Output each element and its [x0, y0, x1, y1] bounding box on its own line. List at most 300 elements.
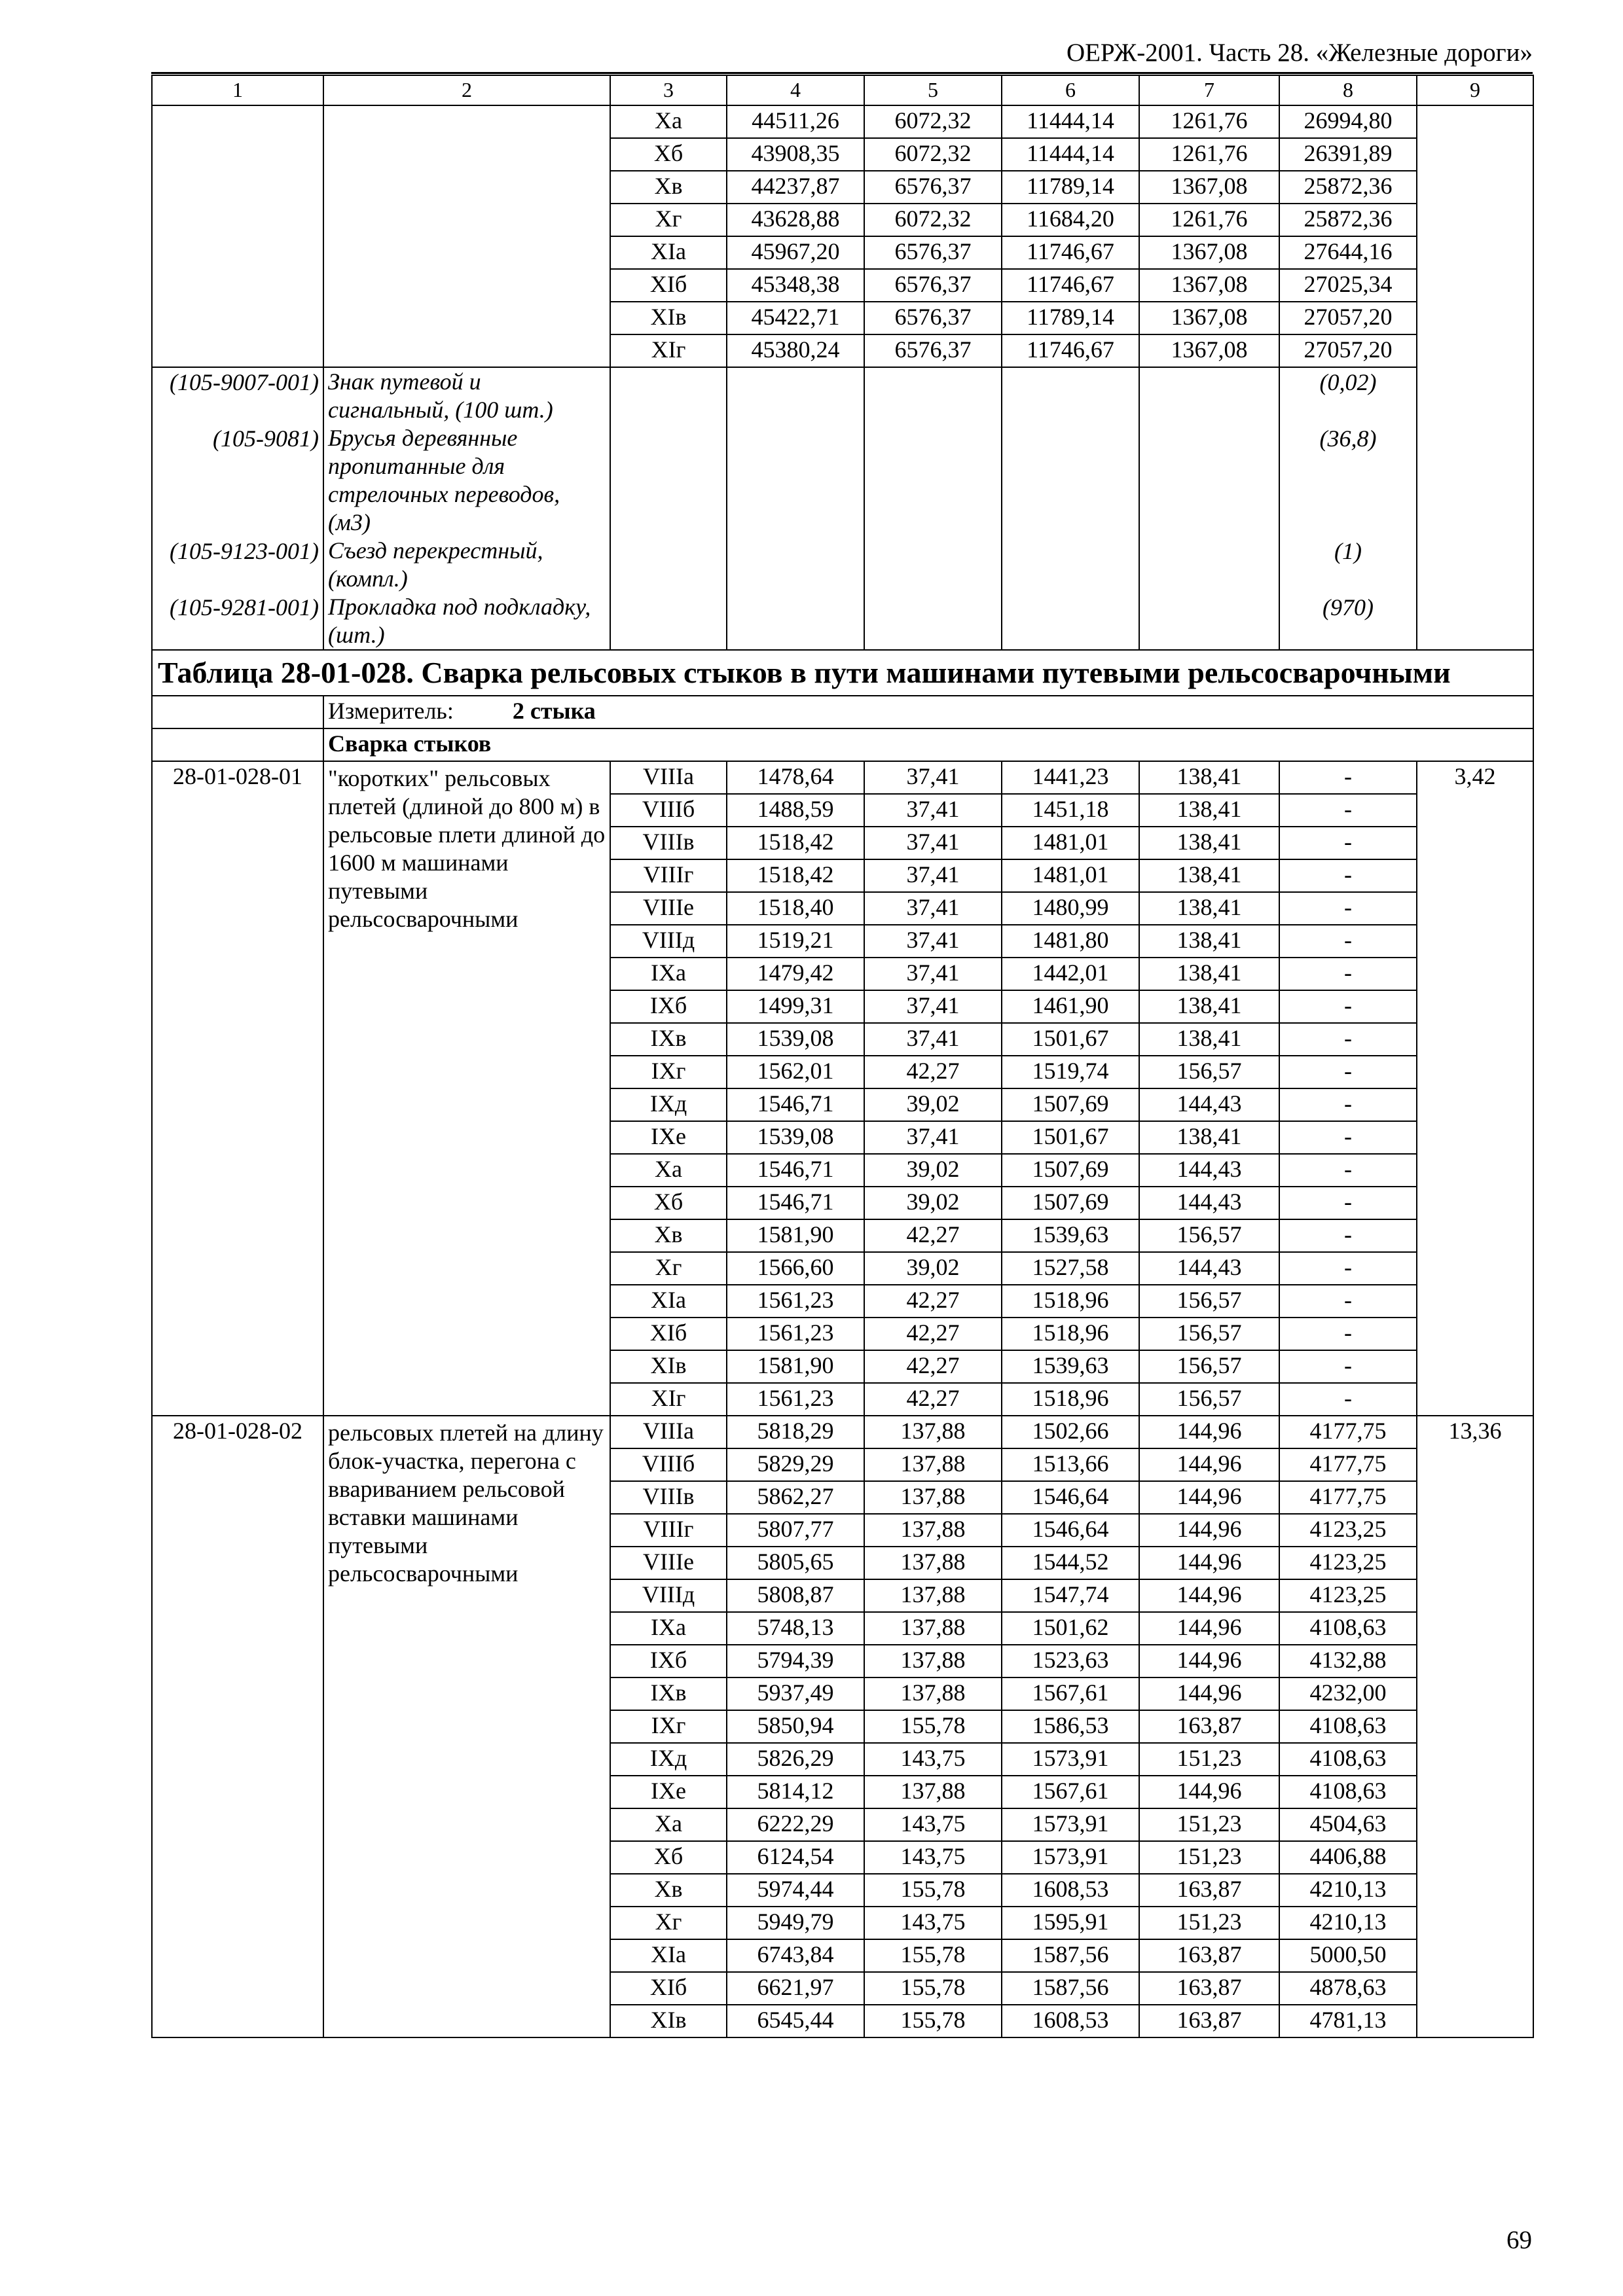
value-cell: 151,23 [1139, 1841, 1279, 1874]
value-cell: 42,27 [864, 1350, 1002, 1383]
value-cell: 1566,60 [727, 1252, 864, 1285]
value-cell: 144,43 [1139, 1088, 1279, 1121]
column-number: 4 [727, 75, 864, 105]
value-cell: 155,78 [864, 1710, 1002, 1743]
value-cell: 6576,37 [864, 171, 1002, 204]
value-cell: 1546,64 [1002, 1514, 1139, 1547]
table-title: Таблица 28-01-028. Сварка рельсовых стыков в пути машинами путевыми рельсосварочными [152, 650, 1533, 696]
column-number: 9 [1417, 75, 1533, 105]
value-cell: 1507,69 [1002, 1187, 1139, 1219]
empty-code-cell [152, 105, 323, 367]
page-number: 69 [1506, 2226, 1532, 2254]
resource-code: (105-9081) [152, 424, 323, 537]
table-row [152, 761, 1533, 794]
value-cell: 37,41 [864, 925, 1002, 958]
value-cell: 1499,31 [727, 990, 864, 1023]
value-cell: 37,41 [864, 892, 1002, 925]
value-cell: 4123,25 [1279, 1547, 1417, 1579]
value-cell: 1481,01 [1002, 859, 1139, 892]
territorial-index: IXв [610, 1023, 727, 1056]
value-cell: 138,41 [1139, 859, 1279, 892]
value-cell: - [1279, 859, 1417, 892]
column-number: 8 [1279, 75, 1417, 105]
value-cell: 138,41 [1139, 990, 1279, 1023]
territorial-index: Xа [610, 1808, 727, 1841]
value-cell: 37,41 [864, 958, 1002, 990]
value-cell: 6576,37 [864, 334, 1002, 367]
value-cell: 138,41 [1139, 892, 1279, 925]
value-cell: 37,41 [864, 990, 1002, 1023]
value-cell: 138,41 [1139, 827, 1279, 859]
value-cell: 42,27 [864, 1285, 1002, 1318]
value-cell: 1507,69 [1002, 1154, 1139, 1187]
value-cell: 1518,42 [727, 859, 864, 892]
value-cell: 39,02 [864, 1252, 1002, 1285]
value-cell: 137,88 [864, 1481, 1002, 1514]
item-code: 28-01-028-01 [152, 761, 323, 1416]
value-cell: 1518,40 [727, 892, 864, 925]
territorial-index: IXе [610, 1121, 727, 1154]
empty-cell [1002, 593, 1139, 650]
value-cell: 1367,08 [1139, 236, 1279, 269]
value-cell: 1441,23 [1002, 761, 1139, 794]
value-cell: - [1279, 827, 1417, 859]
territorial-index: Xб [610, 1841, 727, 1874]
value-cell: 1501,62 [1002, 1612, 1139, 1645]
value-cell: 1581,90 [727, 1350, 864, 1383]
value-cell: - [1279, 925, 1417, 958]
territorial-index: XIг [610, 334, 727, 367]
value-cell: 144,96 [1139, 1547, 1279, 1579]
territorial-index: Xа [610, 105, 727, 138]
value-cell: 137,88 [864, 1448, 1002, 1481]
value-cell: 5949,79 [727, 1907, 864, 1939]
value-cell: 155,78 [864, 1972, 1002, 2005]
value-cell: 6072,32 [864, 204, 1002, 236]
value-cell: 1519,21 [727, 925, 864, 958]
value-cell: 37,41 [864, 1023, 1002, 1056]
value-cell: 138,41 [1139, 925, 1279, 958]
value-cell: 6124,54 [727, 1841, 864, 1874]
value-cell: - [1279, 892, 1417, 925]
value-cell: 5807,77 [727, 1514, 864, 1547]
value-cell: 1478,64 [727, 761, 864, 794]
value-cell: 5000,50 [1279, 1939, 1417, 1972]
value-cell: 6545,44 [727, 2005, 864, 2037]
value-cell: 137,88 [864, 1645, 1002, 1677]
territorial-index: Xг [610, 204, 727, 236]
value-cell: 138,41 [1139, 1023, 1279, 1056]
value-cell: 5862,27 [727, 1481, 864, 1514]
value-cell: 6222,29 [727, 1808, 864, 1841]
value-cell: 1546,71 [727, 1187, 864, 1219]
value-cell: 1481,80 [1002, 925, 1139, 958]
value-cell: 1539,63 [1002, 1219, 1139, 1252]
page-header: ОЕРЖ-2001. Часть 28. «Железные дороги» [151, 34, 1533, 74]
value-cell: 156,57 [1139, 1318, 1279, 1350]
value-cell: 1367,08 [1139, 302, 1279, 334]
value-cell: - [1279, 1383, 1417, 1416]
resource-value: (36,8) [1279, 424, 1417, 537]
value-cell: - [1279, 1318, 1417, 1350]
measure-row [152, 696, 1533, 728]
value-cell: 1544,52 [1002, 1547, 1139, 1579]
measure-value: 2 стыка [512, 698, 596, 724]
value-cell: 42,27 [864, 1219, 1002, 1252]
section-title: Сварка стыков [323, 728, 1533, 761]
empty-cell [1139, 537, 1279, 593]
empty-cell [864, 424, 1002, 537]
resource-value: (970) [1279, 593, 1417, 650]
item-name: "коротких" рельсовых плетей (длиной до 800 м) в рельсовые плети длиной до 1600 м машинами путевыми рельсосварочными [323, 761, 610, 1416]
value-cell: 151,23 [1139, 1907, 1279, 1939]
territorial-index: Xг [610, 1907, 727, 1939]
value-cell: 11789,14 [1002, 171, 1139, 204]
value-cell: 1561,23 [727, 1285, 864, 1318]
value-cell: - [1279, 1350, 1417, 1383]
value-cell: 5748,13 [727, 1612, 864, 1645]
territorial-index: XIв [610, 302, 727, 334]
resource-row [152, 367, 1533, 424]
territorial-index: XIа [610, 1285, 727, 1318]
value-cell: 11746,67 [1002, 269, 1139, 302]
value-cell: 44237,87 [727, 171, 864, 204]
value-cell: 6621,97 [727, 1972, 864, 2005]
section-row [152, 728, 1533, 761]
table-title-row [152, 650, 1533, 696]
territorial-index: IXг [610, 1056, 727, 1088]
value-cell: 5850,94 [727, 1710, 864, 1743]
value-cell: 144,43 [1139, 1154, 1279, 1187]
value-cell: 11444,14 [1002, 138, 1139, 171]
value-cell: 6072,32 [864, 105, 1002, 138]
value-cell: 4232,00 [1279, 1677, 1417, 1710]
value-cell: 1546,64 [1002, 1481, 1139, 1514]
rates-table [151, 75, 1534, 2038]
value-cell: 4123,25 [1279, 1514, 1417, 1547]
item-code: 28-01-028-02 [152, 1416, 323, 2037]
value-cell: 137,88 [864, 1416, 1002, 1448]
value-cell: 5814,12 [727, 1776, 864, 1808]
resource-row [152, 424, 1533, 537]
resource-name: Прокладка под подкладку, (шт.) [323, 593, 610, 650]
value-cell: 5974,44 [727, 1874, 864, 1907]
value-cell: 137,88 [864, 1547, 1002, 1579]
value-cell: - [1279, 761, 1417, 794]
value-cell: 1261,76 [1139, 105, 1279, 138]
value-cell: 25872,36 [1279, 171, 1417, 204]
empty-name-cell [323, 105, 610, 367]
value-cell: 45348,38 [727, 269, 864, 302]
table-row [152, 1416, 1533, 1448]
territorial-index: IXг [610, 1710, 727, 1743]
value-cell: 1507,69 [1002, 1088, 1139, 1121]
value-cell: - [1279, 990, 1417, 1023]
column-number: 6 [1002, 75, 1139, 105]
resource-value: (0,02) [1279, 367, 1417, 424]
column-numbers-row [152, 75, 1533, 105]
value-cell: 1261,76 [1139, 204, 1279, 236]
territorial-index: VIIIа [610, 1416, 727, 1448]
value-cell: 151,23 [1139, 1808, 1279, 1841]
empty-cell [1002, 367, 1139, 424]
value-cell: 1561,23 [727, 1383, 864, 1416]
value-cell: 156,57 [1139, 1285, 1279, 1318]
value-cell: 39,02 [864, 1088, 1002, 1121]
empty-cell [610, 367, 727, 424]
value-cell: 27644,16 [1279, 236, 1417, 269]
territorial-index: IXд [610, 1743, 727, 1776]
value-cell: 155,78 [864, 1874, 1002, 1907]
value-cell: 26391,89 [1279, 138, 1417, 171]
empty-cell [727, 367, 864, 424]
value-cell: 4108,63 [1279, 1612, 1417, 1645]
empty-cell [152, 696, 323, 728]
value-cell: 137,88 [864, 1612, 1002, 1645]
territorial-index: VIIIг [610, 1514, 727, 1547]
value-cell: 163,87 [1139, 2005, 1279, 2037]
resource-value: (1) [1279, 537, 1417, 593]
value-cell: 45422,71 [727, 302, 864, 334]
value-cell: - [1279, 1056, 1417, 1088]
value-cell: 144,96 [1139, 1645, 1279, 1677]
value-cell: 1480,99 [1002, 892, 1139, 925]
value-cell: 144,96 [1139, 1514, 1279, 1547]
value-cell: 137,88 [864, 1677, 1002, 1710]
territorial-index: XIб [610, 1318, 727, 1350]
value-cell: 144,43 [1139, 1252, 1279, 1285]
value-cell: 1367,08 [1139, 269, 1279, 302]
value-cell: 25872,36 [1279, 204, 1417, 236]
value-cell: 1479,42 [727, 958, 864, 990]
value-cell: 1518,42 [727, 827, 864, 859]
value-cell: 144,96 [1139, 1612, 1279, 1645]
value-cell: 155,78 [864, 2005, 1002, 2037]
value-cell: 37,41 [864, 794, 1002, 827]
value-cell: 137,88 [864, 1776, 1002, 1808]
value-cell: 4123,25 [1279, 1579, 1417, 1612]
value-cell: 4108,63 [1279, 1776, 1417, 1808]
value-cell: - [1279, 958, 1417, 990]
value-cell: - [1279, 794, 1417, 827]
value-cell: - [1279, 1121, 1417, 1154]
value-cell: 1501,67 [1002, 1023, 1139, 1056]
value-cell: 4878,63 [1279, 1972, 1417, 2005]
territorial-index: IXа [610, 958, 727, 990]
value-cell: 4177,75 [1279, 1448, 1417, 1481]
territorial-index: IXв [610, 1677, 727, 1710]
value-cell: 1567,61 [1002, 1776, 1139, 1808]
territorial-index: XIа [610, 236, 727, 269]
value-cell: 1518,96 [1002, 1383, 1139, 1416]
territorial-index: Xв [610, 1874, 727, 1907]
value-cell: 5826,29 [727, 1743, 864, 1776]
value-cell: 163,87 [1139, 1874, 1279, 1907]
empty-cell [1139, 593, 1279, 650]
resource-code: (105-9281-001) [152, 593, 323, 650]
column-number: 3 [610, 75, 727, 105]
value-cell: 4177,75 [1279, 1481, 1417, 1514]
value-cell: - [1279, 1154, 1417, 1187]
empty-cell [864, 593, 1002, 650]
value-cell: 1367,08 [1139, 334, 1279, 367]
column-number: 2 [323, 75, 610, 105]
territorial-index: Xб [610, 138, 727, 171]
value-cell: 156,57 [1139, 1056, 1279, 1088]
value-cell: 5808,87 [727, 1579, 864, 1612]
empty-col9-cell [1417, 105, 1533, 650]
value-cell: 1539,08 [727, 1121, 864, 1154]
value-cell: 1461,90 [1002, 990, 1139, 1023]
value-cell: 137,88 [864, 1579, 1002, 1612]
empty-cell [727, 593, 864, 650]
value-cell: 156,57 [1139, 1219, 1279, 1252]
value-cell: 5805,65 [727, 1547, 864, 1579]
value-cell: 1587,56 [1002, 1939, 1139, 1972]
value-cell: 11746,67 [1002, 334, 1139, 367]
value-cell: 4210,13 [1279, 1907, 1417, 1939]
value-cell: 143,75 [864, 1841, 1002, 1874]
value-cell: 156,57 [1139, 1383, 1279, 1416]
column-number: 7 [1139, 75, 1279, 105]
territorial-index: Xб [610, 1187, 727, 1219]
value-cell: 1513,66 [1002, 1448, 1139, 1481]
value-cell: 144,43 [1139, 1187, 1279, 1219]
value-cell: 137,88 [864, 1514, 1002, 1547]
value-cell: 1502,66 [1002, 1416, 1139, 1448]
empty-cell [610, 593, 727, 650]
value-cell: 144,96 [1139, 1677, 1279, 1710]
value-cell: 1561,23 [727, 1318, 864, 1350]
value-cell: 4781,13 [1279, 2005, 1417, 2037]
empty-cell [1139, 424, 1279, 537]
value-cell: 6576,37 [864, 302, 1002, 334]
value-cell: 138,41 [1139, 958, 1279, 990]
value-cell: 4132,88 [1279, 1645, 1417, 1677]
measure-cell [323, 696, 1533, 728]
item-col9: 13,36 [1417, 1416, 1533, 2037]
value-cell: 138,41 [1139, 1121, 1279, 1154]
value-cell: 144,96 [1139, 1416, 1279, 1448]
value-cell: - [1279, 1023, 1417, 1056]
territorial-index: XIг [610, 1383, 727, 1416]
rates-table-body [152, 75, 1533, 2037]
value-cell: 1501,67 [1002, 1121, 1139, 1154]
value-cell: 42,27 [864, 1056, 1002, 1088]
territorial-index: Xв [610, 171, 727, 204]
value-cell: 37,41 [864, 1121, 1002, 1154]
value-cell: 11746,67 [1002, 236, 1139, 269]
empty-cell [727, 537, 864, 593]
value-cell: 37,41 [864, 827, 1002, 859]
territorial-index: XIв [610, 1350, 727, 1383]
value-cell: 6576,37 [864, 269, 1002, 302]
value-cell: 1442,01 [1002, 958, 1139, 990]
value-cell: 27057,20 [1279, 302, 1417, 334]
value-cell: 4504,63 [1279, 1808, 1417, 1841]
territorial-index: VIIIе [610, 1547, 727, 1579]
empty-cell [1139, 367, 1279, 424]
value-cell: 1539,08 [727, 1023, 864, 1056]
resource-name: Съезд перекрестный, (компл.) [323, 537, 610, 593]
value-cell: 1539,63 [1002, 1350, 1139, 1383]
value-cell: 138,41 [1139, 761, 1279, 794]
resource-row [152, 537, 1533, 593]
value-cell: 1595,91 [1002, 1907, 1139, 1939]
territorial-index: IXд [610, 1088, 727, 1121]
value-cell: 1367,08 [1139, 171, 1279, 204]
value-cell: 6576,37 [864, 236, 1002, 269]
territorial-index: VIIIд [610, 925, 727, 958]
value-cell: 39,02 [864, 1154, 1002, 1187]
item-name: рельсовых плетей на длину блок-участка, перегона с ввариванием рельсовой вставки машинами путевыми рельсосварочными [323, 1416, 610, 2037]
territorial-index: Xг [610, 1252, 727, 1285]
territorial-index: IXе [610, 1776, 727, 1808]
territorial-index: Xв [610, 1219, 727, 1252]
value-cell: - [1279, 1219, 1417, 1252]
value-cell: 4108,63 [1279, 1743, 1417, 1776]
value-cell: - [1279, 1088, 1417, 1121]
value-cell: 11684,20 [1002, 204, 1139, 236]
value-cell: 143,75 [864, 1808, 1002, 1841]
value-cell: 37,41 [864, 761, 1002, 794]
territorial-index: XIб [610, 1972, 727, 2005]
value-cell: 5818,29 [727, 1416, 864, 1448]
value-cell: 155,78 [864, 1939, 1002, 1972]
value-cell: - [1279, 1187, 1417, 1219]
value-cell: 5829,29 [727, 1448, 864, 1481]
value-cell: 27025,34 [1279, 269, 1417, 302]
value-cell: 163,87 [1139, 1939, 1279, 1972]
territorial-index: XIа [610, 1939, 727, 1972]
value-cell: 1608,53 [1002, 2005, 1139, 2037]
value-cell: 4177,75 [1279, 1416, 1417, 1448]
territorial-index: XIб [610, 269, 727, 302]
value-cell: 1547,74 [1002, 1579, 1139, 1612]
empty-cell [1002, 424, 1139, 537]
territorial-index: IXа [610, 1612, 727, 1645]
territorial-index: VIIIг [610, 859, 727, 892]
resource-code: (105-9123-001) [152, 537, 323, 593]
value-cell: 1519,74 [1002, 1056, 1139, 1088]
value-cell: 143,75 [864, 1743, 1002, 1776]
resource-code: (105-9007-001) [152, 367, 323, 424]
territorial-index: XIв [610, 2005, 727, 2037]
territorial-index: VIIIв [610, 827, 727, 859]
value-cell: 144,96 [1139, 1776, 1279, 1808]
value-cell: 163,87 [1139, 1710, 1279, 1743]
value-cell: 1567,61 [1002, 1677, 1139, 1710]
value-cell: 45967,20 [727, 236, 864, 269]
value-cell: 42,27 [864, 1383, 1002, 1416]
resource-row [152, 593, 1533, 650]
value-cell: - [1279, 1285, 1417, 1318]
value-cell: 42,27 [864, 1318, 1002, 1350]
value-cell: 1488,59 [727, 794, 864, 827]
value-cell: 11444,14 [1002, 105, 1139, 138]
value-cell: 1608,53 [1002, 1874, 1139, 1907]
territorial-index: IXб [610, 1645, 727, 1677]
value-cell: 1573,91 [1002, 1841, 1139, 1874]
value-cell: 1587,56 [1002, 1972, 1139, 2005]
column-number: 5 [864, 75, 1002, 105]
value-cell: 4210,13 [1279, 1874, 1417, 1907]
value-cell: 4108,63 [1279, 1710, 1417, 1743]
value-cell: 1546,71 [727, 1088, 864, 1121]
empty-cell [1002, 537, 1139, 593]
value-cell: 6743,84 [727, 1939, 864, 1972]
empty-cell [152, 728, 323, 761]
